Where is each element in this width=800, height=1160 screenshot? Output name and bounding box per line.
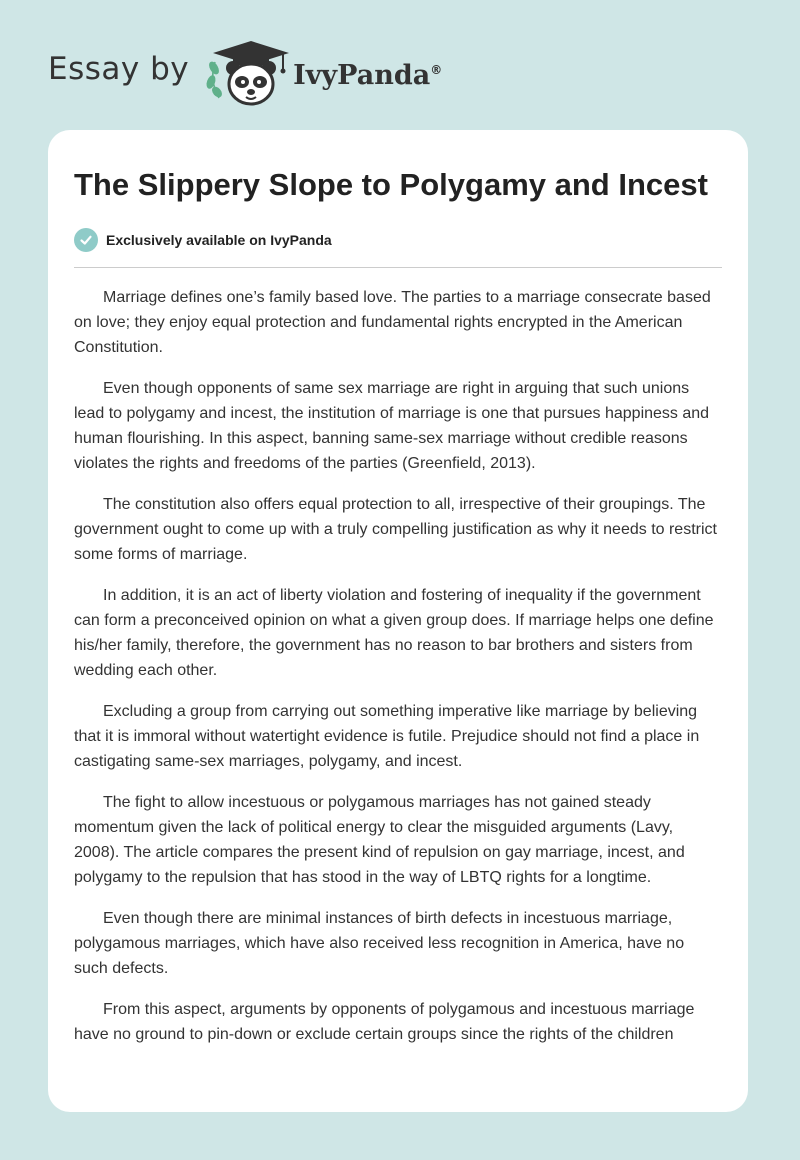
paragraph: From this aspect, arguments by opponents of polygamous and incestuous marriage have no ground to pin-down or exclude certain groups since the rights of the children <box>74 1001 695 1043</box>
brand-logo-link[interactable] <box>203 38 442 108</box>
panda-logo-icon <box>203 38 295 108</box>
paragraph: The fight to allow incestuous or polygamous marriages has not gained steady momentum given the lack of political energy to clear the misguided arguments (Lavy, 2008). The article compares the present kind of repulsion on gay marriage, incest, and polygamy to the repulsion that has stood in the way of LBTQ rights for a longtime. <box>74 794 685 886</box>
divider <box>74 267 722 268</box>
essay-body <box>74 285 722 1047</box>
checkmark-icon <box>74 228 98 252</box>
leaf-icon <box>205 60 224 99</box>
brand-name: IvyPanda® <box>293 59 443 91</box>
brand-header <box>48 38 442 108</box>
exclusive-badge <box>74 227 722 253</box>
exclusive-label: Exclusively available on IvyPanda <box>106 232 332 248</box>
essay-by-label: Essay by <box>48 51 190 87</box>
paragraph: Excluding a group from carrying out something imperative like marriage by believing that it is immoral without watertight evidence is futile. Prejudice should not find a place in castigating same-sex marriages, polygamy, and incest. <box>74 703 700 770</box>
registered-mark: ® <box>430 62 443 77</box>
paragraph: In addition, it is an act of liberty violation and fostering of inequality if the government can form a preconceived opinion on what a given group does. If marriage helps one define his/her family, therefore, the government has no reason to bar brothers and sisters from wedding each other. <box>74 587 714 679</box>
page-title: The Slippery Slope to Polygamy and Incest <box>74 167 708 202</box>
paragraph: Marriage defines one’s family based love. The parties to a marriage consecrate based on love; they enjoy equal protection and fundamental rights encrypted in the American Constitution. <box>74 289 711 356</box>
paragraph: Even though there are minimal instances of birth defects in incestuous marriage, polygamous marriages, which have also received less recognition in America, have no such defects. <box>74 910 685 977</box>
paragraph: Even though opponents of same sex marriage are right in arguing that such unions lead to polygamy and incest, the institution of marriage is one that pursues happiness and human flourishing. In this aspect, banning same-sex marriage without credible reasons violates the rights and freedoms of the parties (Greenfield, 2013). <box>74 380 710 472</box>
paragraph: The constitution also offers equal protection to all, irrespective of their groupings. The government ought to come up with a truly compelling justification as why it needs to restrict some forms of marriage. <box>74 496 717 563</box>
essay-card <box>48 130 748 1112</box>
